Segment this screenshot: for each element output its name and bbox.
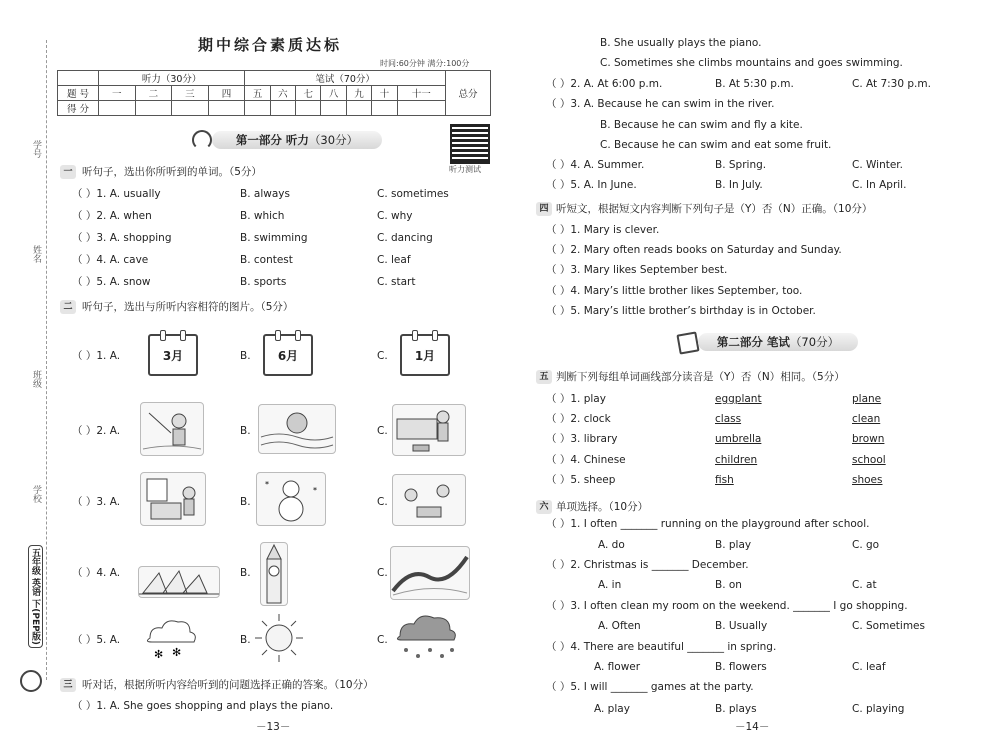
col-9: 九 (346, 86, 371, 101)
picnic-picture (392, 474, 466, 526)
sec1-q2: （ ）2. A. when (72, 210, 152, 222)
headphones-icon (192, 130, 212, 150)
calendar-icon-january (400, 334, 450, 376)
big-ben-clock-tower-picture (260, 542, 288, 606)
score-cell[interactable] (372, 101, 397, 116)
sec2-badge: 二 (60, 300, 76, 314)
sec4-q2: （ ）2. Mary often reads books on Saturday and Sunday. (546, 244, 842, 256)
sec3-instruction: 听对话，根据所听内容给听到的问题选择正确的答案。（10分） (82, 679, 374, 691)
sec6-q3-c: C. Sometimes (852, 620, 925, 632)
side-book-label: 五年级 英语 下(PEP版) (28, 545, 43, 648)
sec6-q2: （ ）2. Christmas is _______ December. (546, 559, 749, 571)
sec3-q4: （ ）4. A. Summer. (546, 159, 645, 171)
row-label-question: 题 号 (58, 86, 99, 101)
sec3-q3-c: C. Because he can swim and eat some fruit. (600, 139, 832, 151)
part2-title: 第二部分 笔试 (716, 335, 790, 349)
sec6-q3-b: B. Usually (715, 620, 768, 632)
sec6-q1-b: B. play (715, 539, 752, 551)
sec5-q2-b: class (715, 413, 742, 425)
sec5-q4: （ ）4. Chinese (546, 454, 626, 466)
calendar-icon-june (263, 334, 313, 376)
sec1-q4-b: B. contest (240, 254, 293, 266)
page-title: 期中综合素质达标 (198, 36, 343, 54)
svg-text:✻: ✻ (172, 646, 182, 659)
col-6: 六 (270, 86, 295, 101)
qr-label: 听力测试 (449, 165, 481, 174)
sec6-q4-c: C. leaf (852, 661, 886, 673)
sec6-badge: 六 (536, 500, 552, 514)
sec6-q1-c: C. go (852, 539, 880, 551)
sec1-q5: （ ）5. A. snow (72, 276, 151, 288)
sec3-q5: （ ）5. A. In June. (546, 179, 637, 191)
sec1-q4-c: C. leaf (377, 254, 411, 266)
sec5-q2-c: clean (852, 413, 881, 425)
written-header: 笔试（70分） (245, 71, 446, 86)
sec1-badge: 一 (60, 165, 76, 179)
sec1-q3-b: B. swimming (240, 232, 308, 244)
sec2-q3-b: B. (240, 496, 251, 508)
sun-picture (254, 612, 304, 664)
sec3-q5-b: B. In July. (715, 179, 763, 191)
sec2-q1-c: C. (377, 350, 388, 362)
part2-header (698, 333, 858, 351)
sec3-q4-c: C. Winter. (852, 159, 903, 171)
sec3-q4-b: B. Spring. (715, 159, 767, 171)
part1-score: （30分） (308, 133, 359, 147)
sec5-instruction: 判断下列每组单词画线部分读音是（Y）否（N）相同。（5分） (556, 371, 845, 383)
sec3-q2: （ ）2. A. At 6:00 p.m. (546, 78, 663, 90)
snowman-picture (256, 472, 326, 526)
sec6-q3-a: A. Often (598, 620, 641, 632)
col-7: 七 (296, 86, 321, 101)
sec2-q4-c: C. (377, 567, 388, 579)
opera-house-picture (138, 566, 220, 598)
sec5-q3: （ ）3. library (546, 433, 618, 445)
sec2-q5-c: C. (377, 634, 388, 646)
binding-line (46, 40, 47, 680)
swimming-picture (258, 404, 336, 454)
sec1-q1-b: B. always (240, 188, 290, 200)
score-cell[interactable] (135, 101, 172, 116)
col-2: 二 (135, 86, 172, 101)
sec5-q2: （ ）2. clock (546, 413, 611, 425)
sec3-q5-c: C. In April. (852, 179, 907, 191)
sec6-q5-a: A. play (594, 703, 630, 715)
part1-header (212, 131, 382, 149)
sec6-q2-a: A. in (598, 579, 622, 591)
sec6-q5: （ ）5. I will _______ games at the party. (546, 681, 754, 693)
cloud-snow-picture (140, 612, 200, 664)
sec5-q5-c: shoes (852, 474, 883, 486)
mascot-icon (20, 670, 42, 692)
row-label-score: 得 分 (58, 101, 99, 116)
sec2-q2: （ ）2. A. (72, 425, 121, 437)
sec1-q3-c: C. dancing (377, 232, 433, 244)
col-11: 十一 (397, 86, 445, 101)
sec1-q5-b: B. sports (240, 276, 287, 288)
calendar-label: 6月 (277, 349, 299, 363)
sec5-q5-b: fish (715, 474, 734, 486)
pencil-icon (676, 331, 699, 354)
sec5-q3-c: brown (852, 433, 885, 445)
sec3-q1-c: C. Sometimes she climbs mountains and goes swimming. (600, 57, 903, 69)
sec2-q4: （ ）4. A. (72, 567, 121, 579)
sec3-q3-b: B. Because he can swim and fly a kite. (600, 119, 803, 131)
sec5-q3-b: umbrella (715, 433, 762, 445)
sec6-q2-c: C. at (852, 579, 877, 591)
sec6-q4: （ ）4. There are beautiful _______ in spring. (546, 641, 777, 653)
sec1-q3: （ ）3. A. shopping (72, 232, 172, 244)
side-label-student-number: 学号 (31, 140, 41, 158)
sec5-q1-c: plane (852, 393, 882, 405)
calendar-label: 1月 (414, 349, 436, 363)
listening-header: 听力（30分） (99, 71, 245, 86)
sec5-q1-b: eggplant (715, 393, 762, 405)
sec6-q5-b: B. plays (715, 703, 757, 715)
sec3-q3: （ ）3. A. Because he can swim in the river. (546, 98, 775, 110)
sec6-q2-b: B. on (715, 579, 742, 591)
col-3: 三 (172, 86, 209, 101)
sec2-q1: （ ）1. A. (72, 350, 121, 362)
fishing-boy-picture (140, 402, 204, 456)
score-cell[interactable] (245, 101, 270, 116)
sec4-q4: （ ）4. Mary’s little brother likes September, too. (546, 285, 803, 297)
sec4-q1: （ ）1. Mary is clever. (546, 224, 660, 236)
col-4: 四 (208, 86, 245, 101)
sec3-q2-b: B. At 5:30 p.m. (715, 78, 794, 90)
part2-score: （70分） (789, 335, 840, 349)
sec4-badge: 四 (536, 202, 552, 216)
sec1-q5-c: C. start (377, 276, 416, 288)
sec2-instruction: 听句子，选出与所听内容相符的图片。（5分） (82, 301, 294, 313)
right-page-number: －14－ (735, 721, 770, 733)
sec3-q2-c: C. At 7:30 p.m. (852, 78, 931, 90)
svg-text:*: * (265, 480, 269, 489)
sec1-instruction: 听句子，选出你所听到的单词。（5分） (82, 166, 262, 178)
sec2-q2-b: B. (240, 425, 251, 437)
sec5-q4-b: children (715, 454, 758, 466)
total-label: 总分 (446, 71, 491, 116)
sec2-q2-c: C. (377, 425, 388, 437)
side-label-class: 班级 (31, 370, 41, 388)
score-cell[interactable] (397, 101, 445, 116)
qr-code-icon[interactable] (450, 124, 490, 164)
svg-text:✻: ✻ (154, 648, 164, 661)
score-cell[interactable] (208, 101, 245, 116)
score-cell[interactable] (321, 101, 346, 116)
col-10: 十 (372, 86, 397, 101)
sec6-q1: （ ）1. I often _______ running on the playground after school. (546, 518, 870, 530)
col-1: 一 (99, 86, 136, 101)
col-5: 五 (245, 86, 270, 101)
sec2-q5-b: B. (240, 634, 251, 646)
score-cell[interactable] (172, 101, 209, 116)
sec4-instruction: 听短文，根据短文内容判断下列句子是（Y）否（N）正确。（10分） (556, 203, 873, 215)
score-cell[interactable] (296, 101, 321, 116)
col-8: 八 (321, 86, 346, 101)
sec5-q4-c: school (852, 454, 886, 466)
sec1-q1-c: C. sometimes (377, 188, 449, 200)
sec6-q1-a: A. do (598, 539, 625, 551)
sec1-q2-c: C. why (377, 210, 413, 222)
great-wall-picture (390, 546, 470, 600)
exam-meta: 时间:60分钟 满分:100分 (380, 59, 470, 68)
sec3-q1-b: B. She usually plays the piano. (600, 37, 762, 49)
score-cell[interactable] (99, 101, 136, 116)
sec2-q3: （ ）3. A. (72, 496, 121, 508)
sec4-q3: （ ）3. Mary likes September best. (546, 264, 728, 276)
sec6-instruction: 单项选择。（10分） (556, 501, 649, 513)
side-label-name: 姓名 (31, 245, 41, 263)
calendar-icon-march (148, 334, 198, 376)
calendar-label: 3月 (162, 349, 184, 363)
sec6-q3: （ ）3. I often clean my room on the weekend. _______ I go shopping. (546, 600, 908, 612)
sec5-badge: 五 (536, 370, 552, 384)
sec2-q5: （ ）5. A. (72, 634, 121, 646)
sec3-q1: （ ）1. A. She goes shopping and plays the piano. (72, 700, 334, 712)
part1-title: 第一部分 听力 (235, 133, 309, 147)
rain-cloud-picture (392, 610, 462, 666)
reading-at-desk-picture (140, 472, 206, 526)
left-page-number: －13－ (256, 721, 291, 733)
sec6-q5-c: C. playing (852, 703, 905, 715)
sec1-q1: （ ）1. A. usually (72, 188, 161, 200)
sec1-q2-b: B. which (240, 210, 285, 222)
score-table (57, 70, 491, 116)
sec2-q4-b: B. (240, 567, 251, 579)
sec1-q4: （ ）4. A. cave (72, 254, 149, 266)
side-label-school: 学校 (31, 485, 41, 503)
sec3-badge: 三 (60, 678, 76, 692)
score-cell[interactable] (346, 101, 371, 116)
sec6-q4-a: A. flower (594, 661, 641, 673)
sec2-q3-c: C. (377, 496, 388, 508)
score-cell[interactable] (270, 101, 295, 116)
sec5-q1: （ ）1. play (546, 393, 606, 405)
sec6-q4-b: B. flowers (715, 661, 767, 673)
sec5-q5: （ ）5. sheep (546, 474, 616, 486)
svg-text:*: * (313, 486, 317, 495)
cleaning-room-picture (392, 404, 466, 456)
sec4-q5: （ ）5. Mary’s little brother’s birthday is in October. (546, 305, 816, 317)
sec2-q1-b: B. (240, 350, 251, 362)
